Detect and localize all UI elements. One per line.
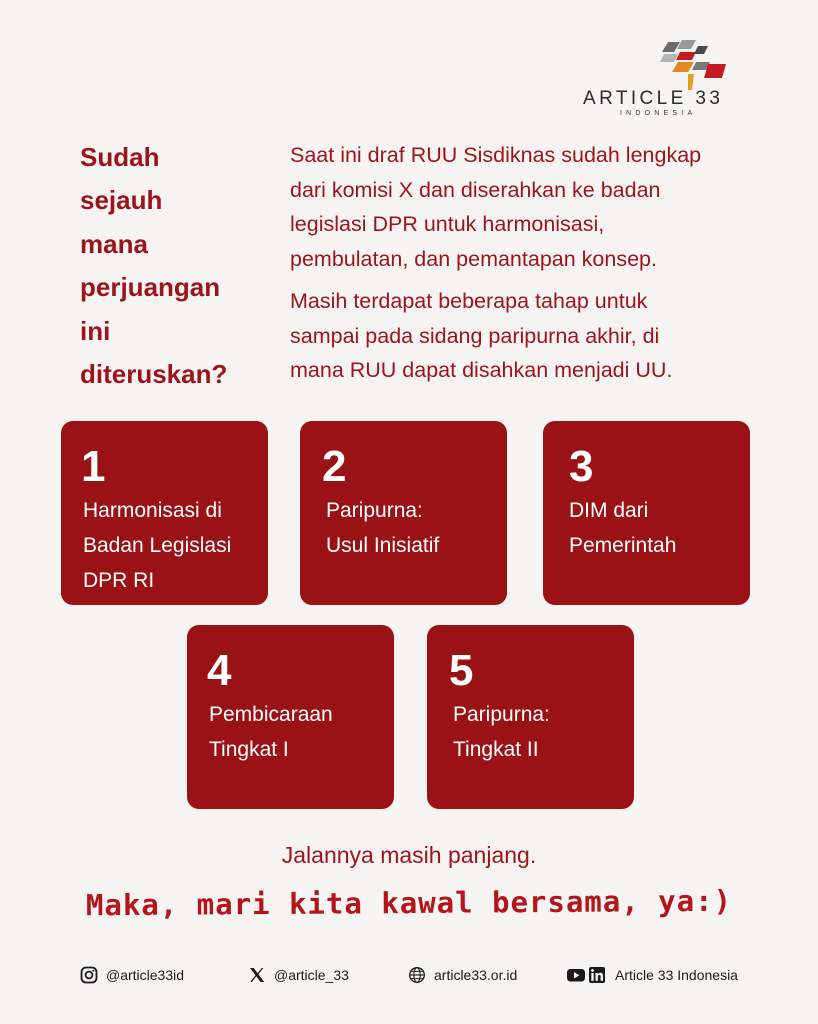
footer-social[interactable] <box>567 963 738 987</box>
step-label-line: Usul Inisiatif <box>326 534 440 557</box>
step-label-line: Tingkat I <box>209 738 289 761</box>
logo-wordmark: ARTICLE 33 <box>583 88 724 109</box>
step-card-2 <box>300 421 507 605</box>
question-heading <box>80 136 280 396</box>
step-label-line: Harmonisasi di <box>83 499 222 522</box>
step-number: 5 <box>449 646 474 695</box>
step-label <box>83 493 268 598</box>
step-card-5 <box>427 625 634 809</box>
question-line: sejauh <box>80 185 163 216</box>
paragraph-line: sampai pada sidang paripurna akhir, di <box>290 323 660 348</box>
footer-instagram[interactable] <box>80 963 184 987</box>
website-url: article33.or.id <box>434 967 518 983</box>
step-label <box>326 493 511 563</box>
x-icon <box>248 966 266 984</box>
logo-subtitle: INDONESIA <box>620 110 697 117</box>
instagram-handle: @article33id <box>106 967 185 983</box>
paragraph-line: Masih terdapat beberapa tahap untuk <box>290 289 648 313</box>
intro-paragraph-2 <box>290 284 790 388</box>
closing-line: Jalannya masih panjang. <box>281 842 537 868</box>
paragraph-line: Saat ini draf RUU Sisdiknas sudah lengkap <box>290 143 702 167</box>
step-label-line: Paripurna: <box>453 703 550 726</box>
footer-website[interactable] <box>408 963 517 987</box>
step-label-line: Pemerintah <box>569 534 677 557</box>
step-label <box>453 697 638 767</box>
step-label-line: DIM dari <box>569 499 649 522</box>
paragraph-line: pembulatan, dan pemantapan konsep. <box>290 247 657 272</box>
step-card-4 <box>187 625 394 809</box>
footer-x[interactable] <box>248 963 349 987</box>
youtube-linkedin-icon <box>567 966 607 984</box>
step-number: 2 <box>322 442 347 491</box>
question-line: diteruskan? <box>80 359 228 390</box>
step-card-3 <box>543 421 750 605</box>
step-number: 1 <box>81 442 106 491</box>
question-line: Sudah <box>80 142 160 172</box>
step-label-line: DPR RI <box>83 569 155 592</box>
step-label <box>209 697 394 767</box>
step-label <box>569 493 754 563</box>
globe-icon <box>408 966 426 984</box>
question-line: ini <box>80 315 111 346</box>
step-label-line: Tingkat II <box>453 738 539 761</box>
intro-paragraph-1 <box>290 138 790 277</box>
paragraph-line: legislasi DPR untuk harmonisasi, <box>290 212 605 237</box>
step-number: 4 <box>207 646 232 695</box>
x-handle: @article_33 <box>274 967 349 983</box>
social-name: Article 33 Indonesia <box>615 967 738 983</box>
step-label-line: Badan Legislasi <box>83 534 232 557</box>
closing-handwritten: Maka, mari kita kawal bersama, ya:) <box>85 883 733 923</box>
paragraph-line: dari komisi X dan diserahkan ke badan <box>290 177 661 202</box>
article33-logo <box>580 38 750 122</box>
step-card-1 <box>61 421 268 605</box>
step-label-line: Pembicaraan <box>209 703 333 726</box>
instagram-icon <box>80 966 98 984</box>
question-line: mana <box>80 228 148 259</box>
closing-block <box>0 842 818 869</box>
step-number: 3 <box>569 442 594 491</box>
question-line: perjuangan <box>80 272 221 303</box>
step-label-line: Paripurna: <box>326 499 423 522</box>
paragraph-line: mana RUU dapat disahkan menjadi UU. <box>290 358 673 383</box>
